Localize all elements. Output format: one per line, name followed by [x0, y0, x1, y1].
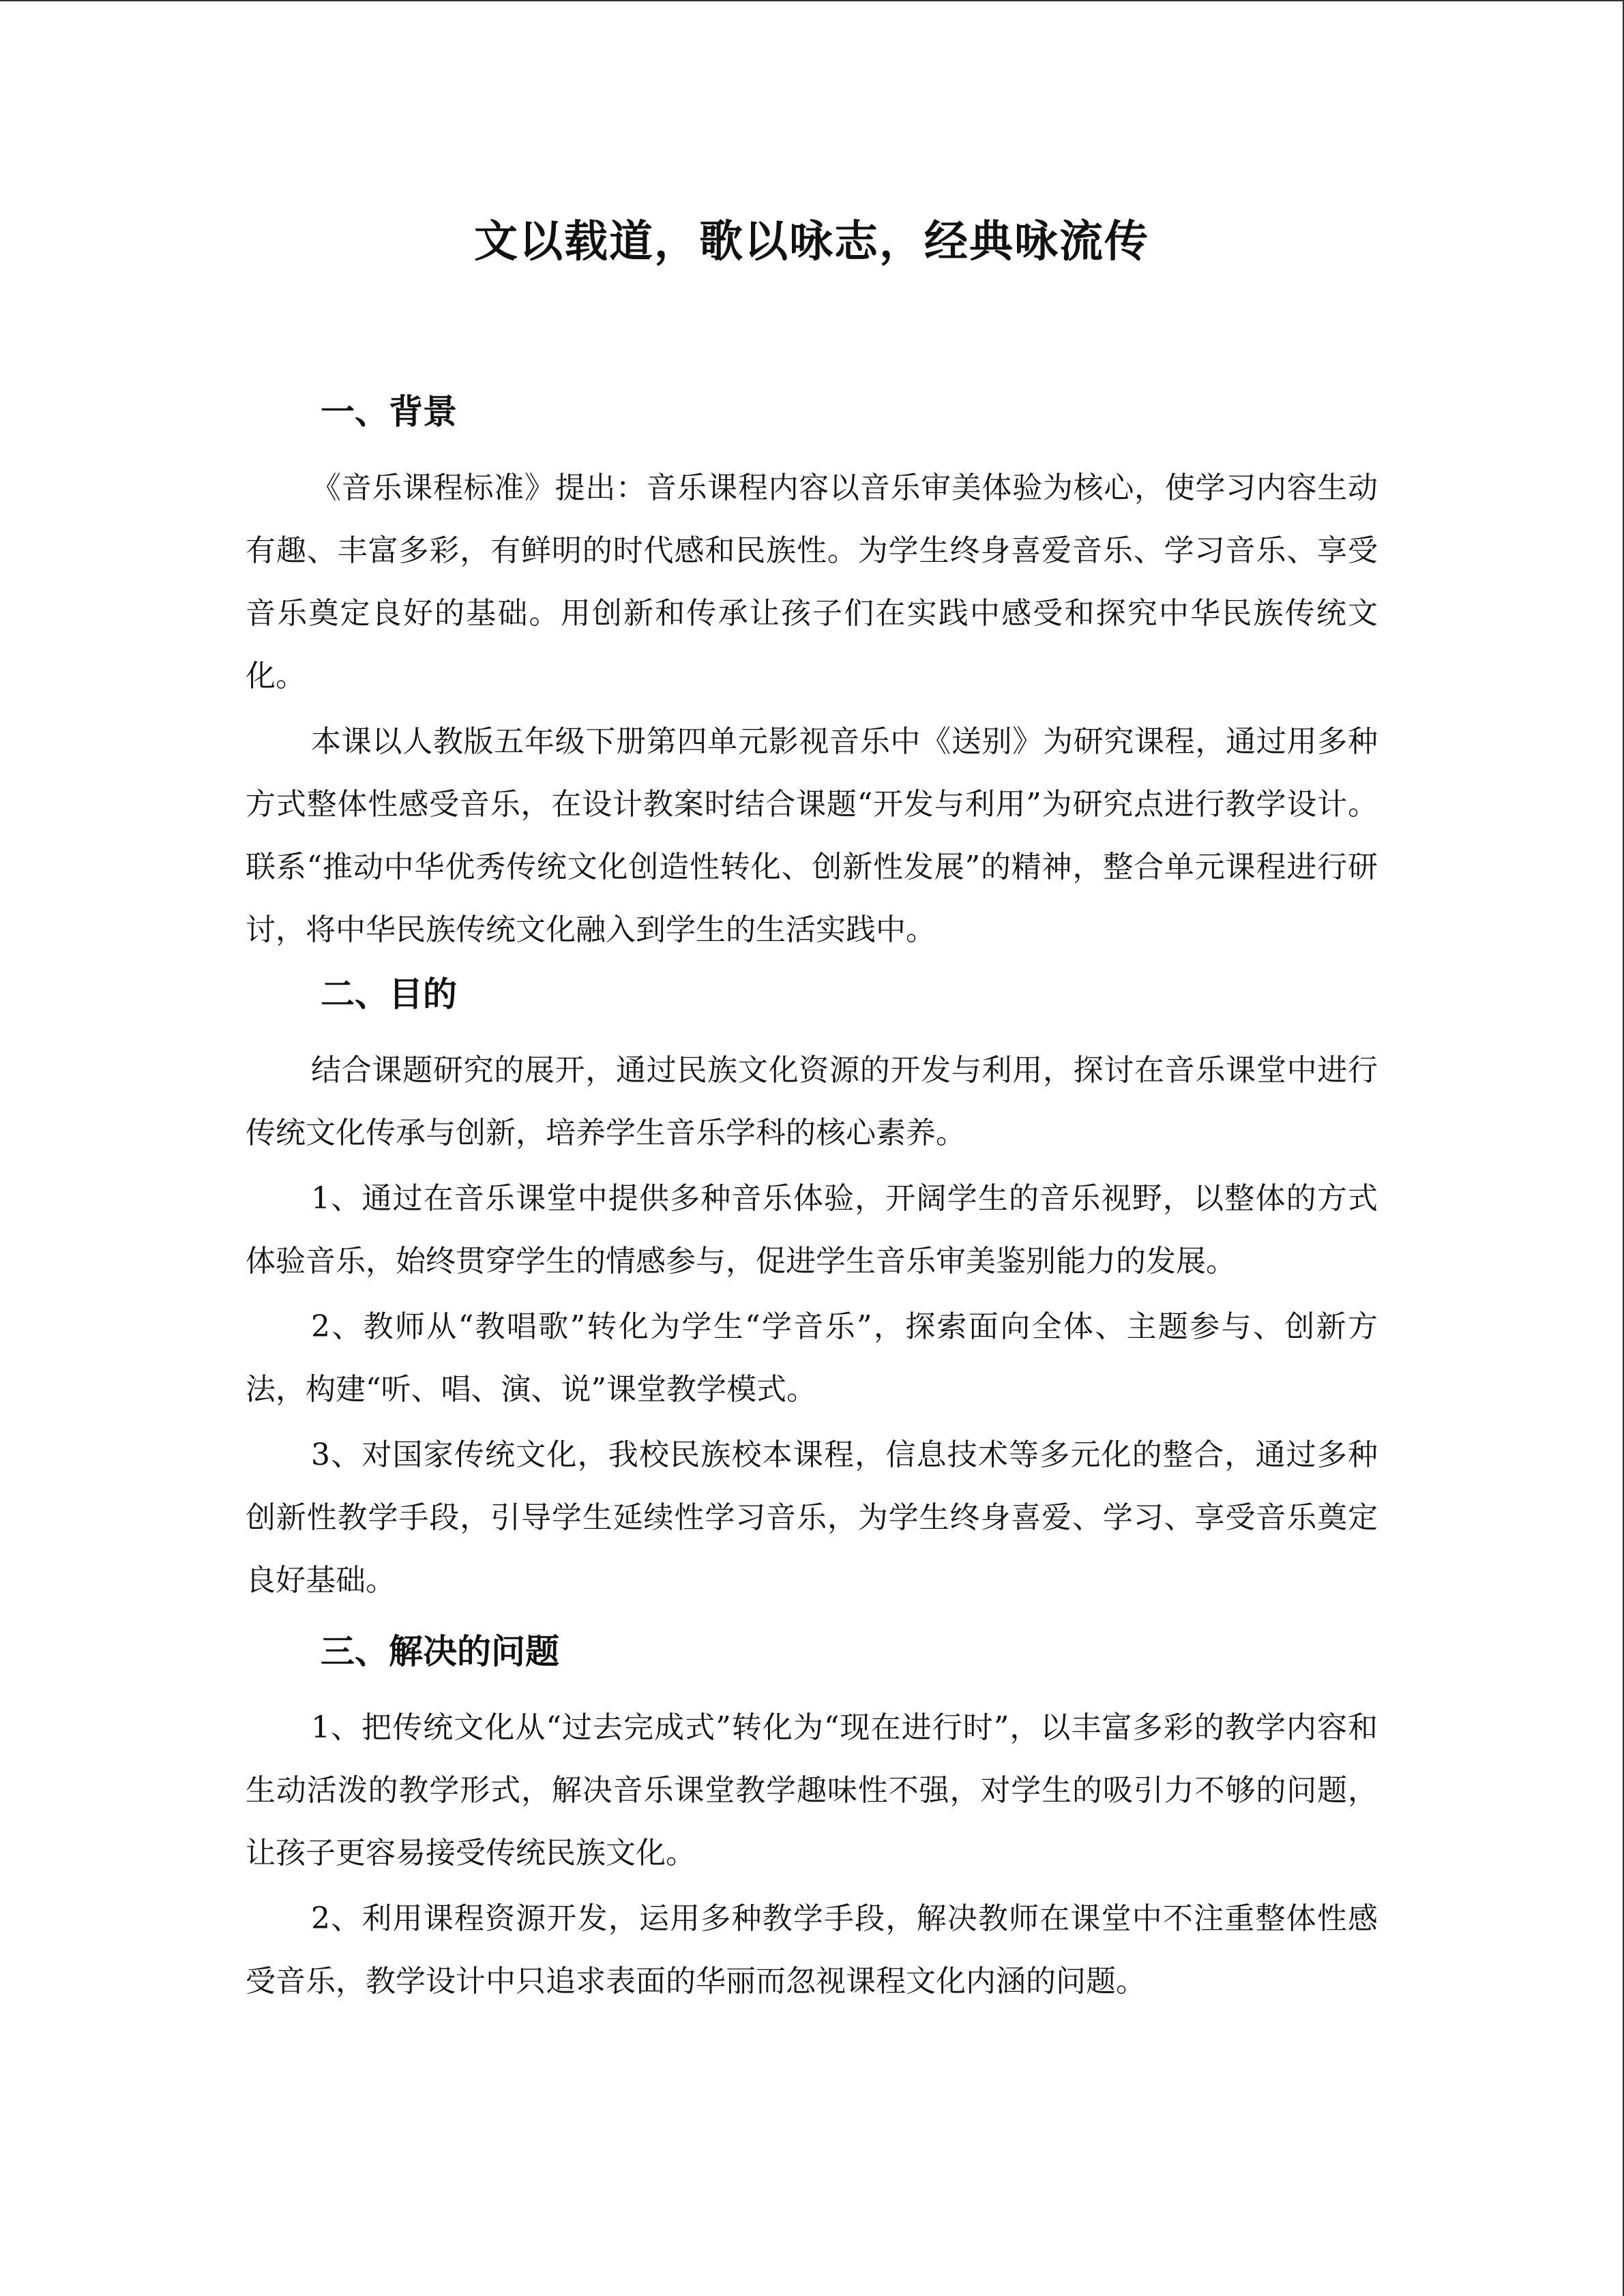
section-background — [246, 387, 1378, 961]
paragraph: 结合课题研究的展开，通过民族文化资源的开发与利用，探讨在音乐课堂中进行传统文化传承与创新，培养学生音乐学科的核心素养。 — [246, 1053, 1378, 1150]
document-body — [246, 198, 1378, 2016]
paragraph: 2、教师从“教唱歌”转化为学生“学音乐”，探索面向全体、主题参与、创新方法，构建“听、唱、演、说”课堂教学模式。 — [246, 1309, 1378, 1407]
section-heading: 三、解决的问题 — [321, 1632, 559, 1671]
paragraph: 1、通过在音乐课堂中提供多种音乐体验，开阔学生的音乐视野，以整体的方式体验音乐，始终贯穿学生的情感参与，促进学生音乐审美鉴别能力的发展。 — [246, 1181, 1378, 1279]
paragraph: 本课以人教版五年级下册第四单元影视音乐中《送别》为研究课程，通过用多种方式整体性感受音乐，在设计教案时结合课题“开发与利用”为研究点进行教学设计。联系“推动中华优秀传统文化创造性转化、创新性发展”的精神，整合单元课程进行研讨，将中华民族传统文化融入到学生的生活实践中。 — [246, 724, 1378, 947]
paragraph: 1、把传统文化从“过去完成式”转化为“现在进行时”，以丰富多彩的教学内容和生动活泼的教学形式，解决音乐课堂教学趣味性不强，对学生的吸引力不够的问题，让孩子更容易接受传统民族文化。 — [246, 1710, 1378, 1870]
paragraph: 2、利用课程资源开发，运用多种教学手段，解决教师在课堂中不注重整体性感受音乐，教学设计中只追求表面的华丽而忽视课程文化内涵的问题。 — [246, 1901, 1378, 1999]
section-heading: 二、目的 — [321, 974, 457, 1014]
paragraph: 3、对国家传统文化，我校民族校本课程，信息技术等多元化的整合，通过多种创新性教学手段，引导学生延续性学习音乐，为学生终身喜爱、学习、享受音乐奠定良好基础。 — [246, 1437, 1378, 1598]
document-title: 文以载道，歌以咏志，经典咏流传 — [474, 217, 1149, 267]
section-purpose — [246, 970, 1378, 1612]
section-problems-solved — [246, 1627, 1378, 2013]
section-heading: 一、背景 — [321, 392, 457, 432]
paragraph: 《音乐课程标准》提出：音乐课程内容以音乐审美体验为核心，使学习内容生动有趣、丰富多彩，有鲜明的时代感和民族性。为学生终身喜爱音乐、学习音乐、享受音乐奠定良好的基础。用创新和传承让孩子们在实践中感受和探究中华民族传统文化。 — [246, 471, 1378, 694]
